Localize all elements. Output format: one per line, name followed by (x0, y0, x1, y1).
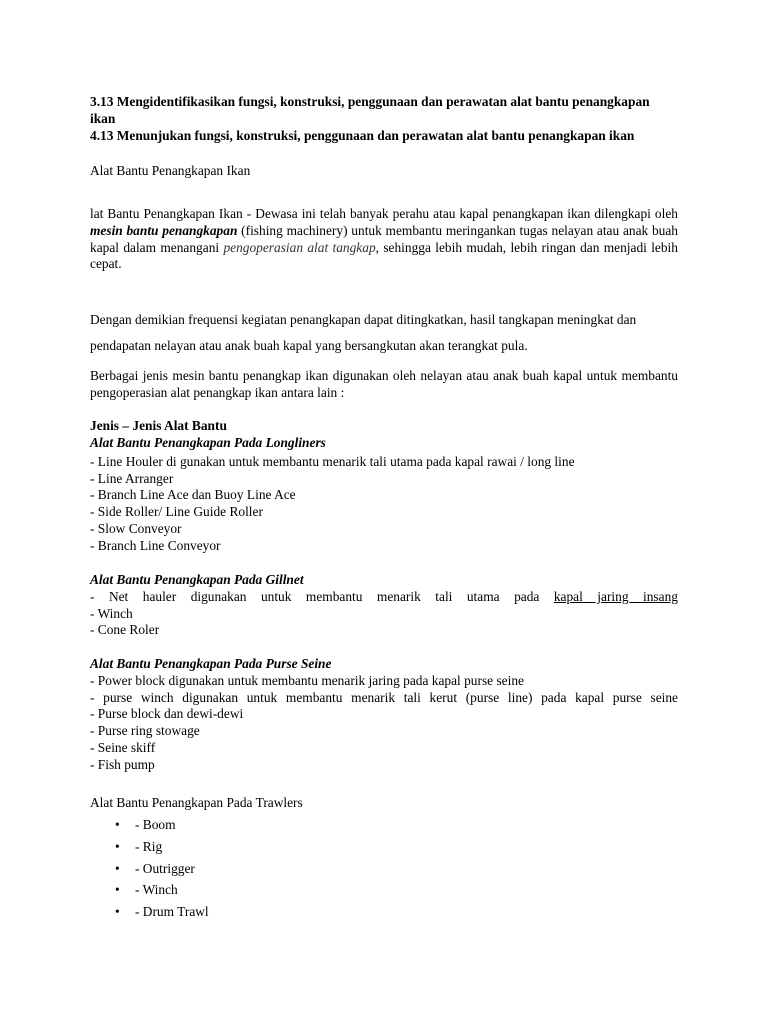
list-item: - Slow Conveyor (90, 520, 182, 536)
list-item: - Cone Roler (90, 622, 160, 638)
list-item: - Line Houler di gunakan untuk membantu menarik tali utama pada kapal rawai / long line (90, 453, 575, 469)
list-item: - Purse block dan dewi-dewi (90, 706, 244, 722)
section-title: Alat Bantu Penangkapan Ikan (90, 163, 251, 178)
jenis-title: Jenis – Jenis Alat Bantu (90, 418, 227, 433)
section-purse-seine (90, 656, 678, 774)
intro-link-pengoperasian[interactable]: pengoperasian alat tangkap (223, 239, 376, 255)
list-item: • - Rig (90, 839, 209, 861)
list-item: • - Drum Trawl (90, 904, 209, 926)
intro-emphasis: mesin bantu penangkapan (90, 222, 238, 238)
trawlers-title: Alat Bantu Penangkapan Pada Trawlers (90, 795, 303, 810)
list-item: - Fish pump (90, 756, 155, 772)
intro-text-3: , sehingga lebih mudah, lebih ringan dan menjadi lebih cepat. (90, 239, 678, 272)
list-item (90, 589, 678, 606)
gillnet-title: Alat Bantu Penangkapan Pada Gillnet (90, 572, 304, 587)
list-item: - Power block digunakan untuk membantu menarik jaring pada kapal purse seine (90, 672, 524, 688)
section-longliners (90, 435, 678, 555)
purse-seine-title: Alat Bantu Penangkapan Pada Purse Seine (90, 656, 332, 671)
gillnet-item-text: - Net hauler digunakan untuk membantu menarik tali utama pada (90, 588, 540, 604)
list-item: • - Outrigger (90, 861, 209, 883)
list-item: - Winch (90, 605, 133, 621)
list-item: - Line Arranger (90, 470, 174, 486)
heading-3-13: 3.13 Mengidentifikasikan fungsi, konstruksi, penggunaan dan perawatan alat bantu penangkapan ikan (90, 94, 650, 126)
paragraph-frequensi (90, 312, 678, 355)
section-gillnet (90, 572, 678, 639)
intro-text-2: (fishing machinery) untuk membantu meringankan tugas nelayan atau anak buah kapal dalam menangani (90, 222, 678, 255)
list-item: - Branch Line Ace dan Buoy Line Ace (90, 487, 296, 503)
list-item: - Side Roller/ Line Guide Roller (90, 504, 263, 520)
list-item: - purse winch digunakan untuk membantu menarik tali kerut (purse line) pada kapal purse seine (90, 689, 678, 705)
paragraph-berbagai: Berbagai jenis mesin bantu penangkap ikan digunakan oleh nelayan atau anak buah kapal untuk membantu pengoperasian alat penangkap ikan antara lain : (90, 368, 678, 400)
trawlers-bullet-list (90, 817, 209, 926)
gillnet-link-kapal-jaring-insang[interactable]: kapal jaring insang (553, 588, 678, 604)
list-item: - Purse ring stowage (90, 723, 200, 739)
longliners-title: Alat Bantu Penangkapan Pada Longliners (90, 435, 326, 450)
list-item: - Branch Line Conveyor (90, 537, 221, 553)
list-item: • - Boom (90, 817, 209, 839)
intro-paragraph (90, 206, 678, 273)
paragraph-frequensi-line-1: Dengan demikian frequensi kegiatan penangkapan dapat ditingkatkan, hasil tangkapan meningkat dan (90, 312, 637, 327)
intro-text-1: lat Bantu Penangkapan Ikan - Dewasa ini telah banyak perahu atau kapal penangkapan ikan dilengkapi oleh (90, 206, 678, 221)
paragraph-frequensi-line-2: pendapatan nelayan atau anak buah kapal yang bersangkutan akan terangkat pula. (90, 338, 528, 353)
list-item: • - Winch (90, 882, 209, 904)
list-item: - Seine skiff (90, 739, 156, 755)
heading-4-13: 4.13 Menunjukan fungsi, konstruksi, penggunaan dan perawatan alat bantu penangkapan ikan (90, 128, 635, 143)
